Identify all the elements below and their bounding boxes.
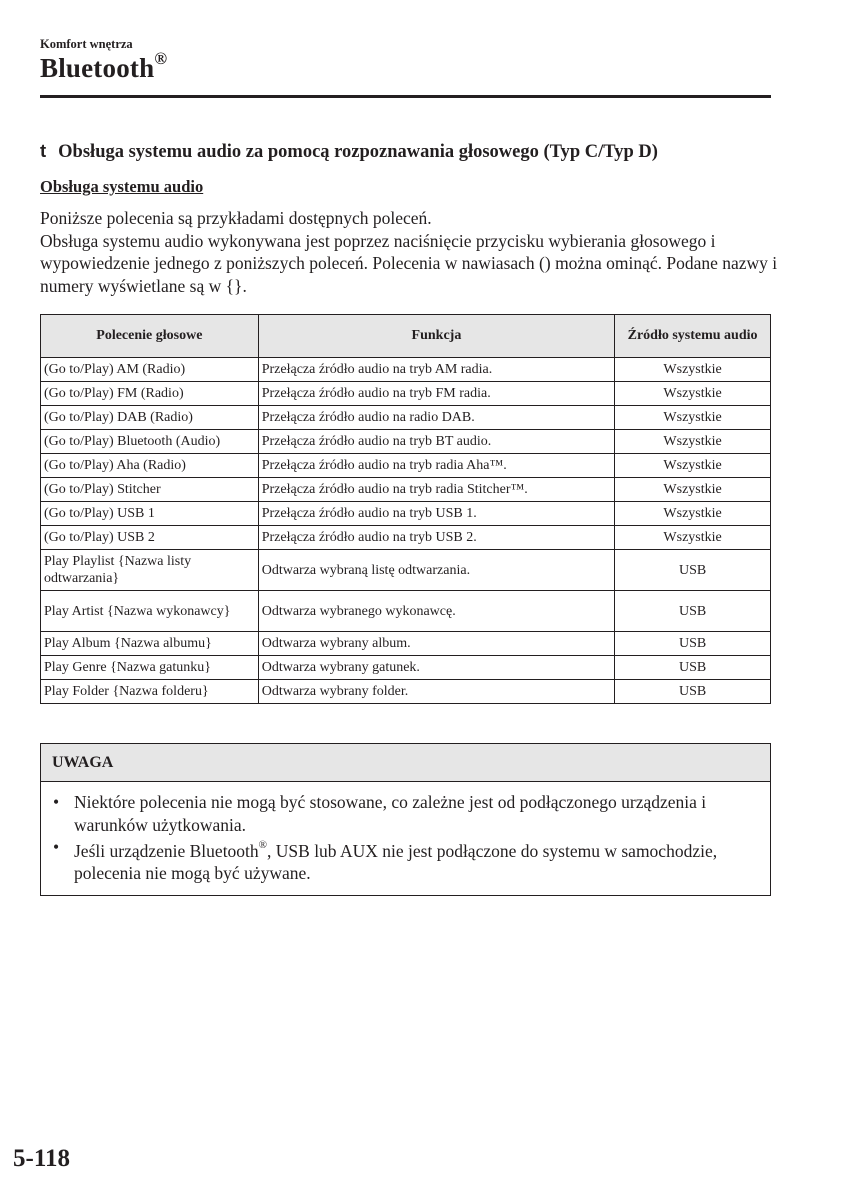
cell-source: Wszystkie [615, 454, 771, 478]
cell-source: USB [615, 550, 771, 591]
heading-text: Obsługa systemu audio za pomocą rozpoznawania głosowego (Typ C/Typ D) [58, 142, 658, 162]
header-command: Polecenie głosowe [41, 315, 259, 358]
table-row [41, 632, 771, 656]
intro-line-2: Obsługa systemu audio wykonywana jest poprzez naciśnięcie przycisku wybierania głosowego i wypowiedzenie jednego z poniższych poleceń. Polecenia w nawiasach () można ominąć. Podane nazwy i numery wyświetlane są w {}. [40, 230, 778, 296]
note-item-text-post: , USB lub AUX nie jest podłączone do systemu w samochodzie, polecenia nie mogą być używane. [74, 840, 718, 884]
note-item-text: Niektóre polecenia nie mogą być stosowane, co zależne jest od podłączonego urządzenia i warunków użytkowania. [74, 792, 707, 835]
note-box [40, 743, 771, 896]
title-rule [40, 95, 771, 98]
intro-line-1: Poniższe polecenia są przykładami dostępnych poleceń. [40, 208, 432, 228]
cell-source: Wszystkie [615, 478, 771, 502]
table-row [41, 430, 771, 454]
page-number: 5-118 [13, 1145, 70, 1172]
note-item [53, 791, 758, 836]
cell-command: (Go to/Play) Aha (Radio) [41, 454, 259, 478]
table-row [41, 382, 771, 406]
header-function: Funkcja [258, 315, 614, 358]
bullet-icon: • [53, 792, 60, 812]
table-row [41, 550, 771, 591]
cell-source: USB [615, 591, 771, 632]
cell-source: Wszystkie [615, 406, 771, 430]
note-item-text-pre: Jeśli urządzenie Bluetooth [74, 840, 259, 861]
cell-function: Odtwarza wybranego wykonawcę. [258, 591, 614, 632]
cell-source: Wszystkie [615, 502, 771, 526]
cell-function: Przełącza źródło audio na tryb BT audio. [258, 430, 614, 454]
cell-command: (Go to/Play) DAB (Radio) [41, 406, 259, 430]
cell-function: Przełącza źródło audio na radio DAB. [258, 406, 614, 430]
section-heading [40, 140, 658, 163]
note-list [41, 782, 770, 895]
cell-function: Przełącza źródło audio na tryb radia Stitcher™. [258, 478, 614, 502]
cell-function: Odtwarza wybrany folder. [258, 680, 614, 704]
cell-function: Odtwarza wybrany album. [258, 632, 614, 656]
heading-marker: t [40, 140, 47, 161]
table-row [41, 656, 771, 680]
cell-function: Odtwarza wybrany gatunek. [258, 656, 614, 680]
voice-commands-table [40, 314, 771, 704]
cell-source: USB [615, 632, 771, 656]
cell-command: Play Album {Nazwa albumu} [41, 632, 259, 656]
table-header-row [41, 315, 771, 358]
bullet-icon: • [53, 837, 60, 857]
registered-mark: ® [154, 49, 168, 68]
note-title: UWAGA [41, 744, 770, 782]
cell-command: (Go to/Play) FM (Radio) [41, 382, 259, 406]
cell-command: (Go to/Play) USB 2 [41, 526, 259, 550]
page-title [40, 49, 168, 84]
table-row [41, 454, 771, 478]
cell-source: USB [615, 656, 771, 680]
cell-command: Play Folder {Nazwa folderu} [41, 680, 259, 704]
cell-command: Play Genre {Nazwa gatunku} [41, 656, 259, 680]
table-row [41, 680, 771, 704]
cell-source: Wszystkie [615, 382, 771, 406]
table-row [41, 358, 771, 382]
cell-source: Wszystkie [615, 526, 771, 550]
table-row [41, 526, 771, 550]
cell-command: Play Artist {Nazwa wykonawcy} [41, 591, 259, 632]
table-row [41, 406, 771, 430]
page-title-text: Bluetooth [40, 53, 155, 83]
table-row [41, 478, 771, 502]
cell-command: Play Playlist {Nazwa listy odtwarzania} [41, 550, 259, 591]
table-row [41, 502, 771, 526]
cell-function: Odtwarza wybraną listę odtwarzania. [258, 550, 614, 591]
intro-text [40, 207, 780, 297]
cell-command: (Go to/Play) AM (Radio) [41, 358, 259, 382]
cell-function: Przełącza źródło audio na tryb USB 1. [258, 502, 614, 526]
header-source: Źródło systemu audio [615, 315, 771, 358]
cell-command: (Go to/Play) Bluetooth (Audio) [41, 430, 259, 454]
note-item [53, 836, 758, 885]
table-row [41, 591, 771, 632]
section-label: Komfort wnętrza [40, 37, 133, 51]
cell-function: Przełącza źródło audio na tryb FM radia. [258, 382, 614, 406]
cell-source: Wszystkie [615, 430, 771, 454]
cell-command: (Go to/Play) USB 1 [41, 502, 259, 526]
registered-mark: ® [258, 839, 268, 851]
cell-function: Przełącza źródło audio na tryb AM radia. [258, 358, 614, 382]
subheading: Obsługa systemu audio [40, 177, 204, 196]
cell-function: Przełącza źródło audio na tryb radia Aha™. [258, 454, 614, 478]
cell-command: (Go to/Play) Stitcher [41, 478, 259, 502]
cell-source: USB [615, 680, 771, 704]
cell-source: Wszystkie [615, 358, 771, 382]
cell-function: Przełącza źródło audio na tryb USB 2. [258, 526, 614, 550]
